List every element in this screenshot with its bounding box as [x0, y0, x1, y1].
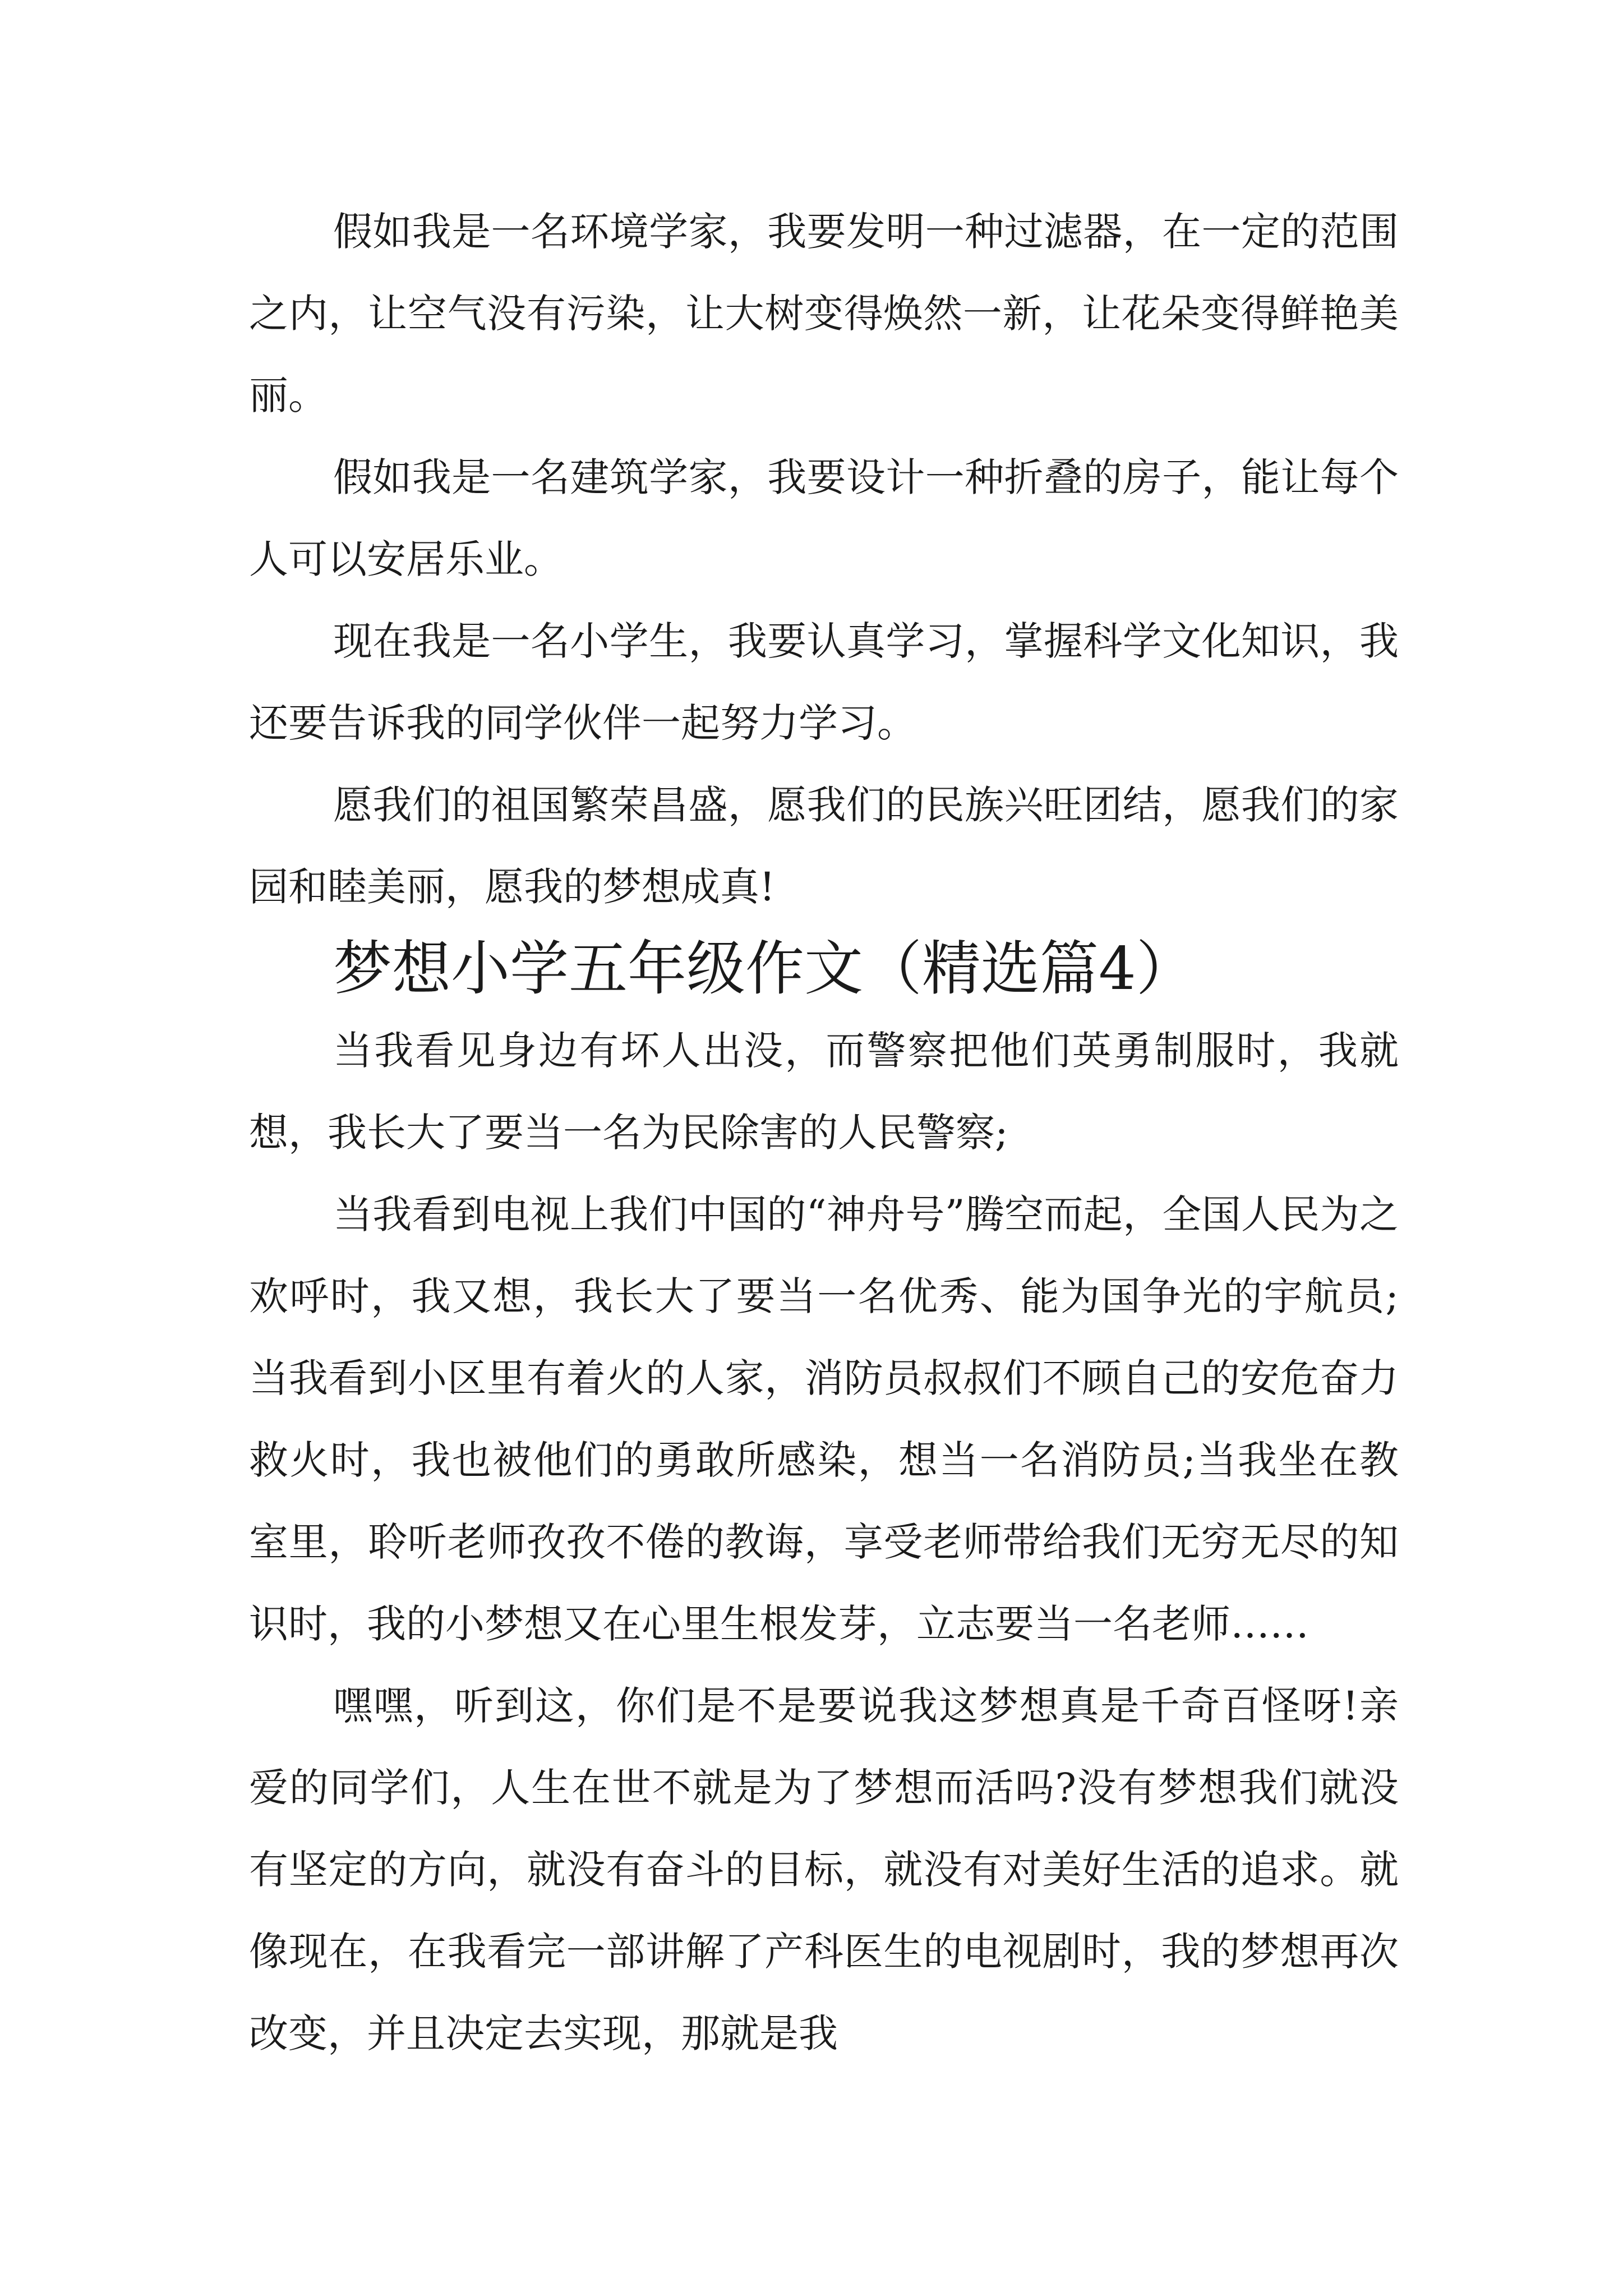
paragraph-police: 当我看见身边有坏人出没，而警察把他们英勇制服时，我就想，我长大了要当一名为民除害的人民警察;	[249, 1028, 1399, 1156]
document-body	[249, 191, 1399, 2074]
paragraph-architect: 假如我是一名建筑学家，我要设计一种折叠的房子，能让每个人可以安居乐业。	[249, 454, 1399, 582]
paragraph-environment-scientist: 假如我是一名环境学家，我要发明一种过滤器，在一定的范围之内，让空气没有污染，让大树变得焕然一新，让花朵变得鲜艳美丽。	[249, 209, 1399, 418]
paragraph-wishes: 愿我们的祖国繁荣昌盛，愿我们的民族兴旺团结，愿我们的家园和睦美丽，愿我的梦想成真!	[249, 782, 1399, 910]
paragraph-student: 现在我是一名小学生，我要认真学习，掌握科学文化知识，我还要告诉我的同学伙伴一起努力学习。	[249, 618, 1399, 746]
section-heading: 梦想小学五年级作文（精选篇4）	[333, 935, 1195, 1003]
paragraph-dreams-list: 当我看到电视上我们中国的“神舟号”腾空而起，全国人民为之欢呼时，我又想，我长大了要当一名优秀、能为国争光的宇航员;当我看到小区里有着火的人家，消防员叔叔们不顾自己的安危奋力救火时，我也被他们的勇敢所感染，想当一名消防员;当我坐在教室里，聆听老师孜孜不倦的教诲，享受老师带给我们无穷无尽的知识时，我的小梦想又在心里生根发芽，立志要当一名老师……	[249, 1191, 1399, 1647]
paragraph-dream-reflection: 嘿嘿，听到这，你们是不是要说我这梦想真是千奇百怪呀!亲爱的同学们，人生在世不就是为了梦想而活吗?没有梦想我们就没有坚定的方向，就没有奋斗的目标，就没有对美好生活的追求。就像现在，在我看完一部讲解了产科医生的电视剧时，我的梦想再次改变，并且决定去实现，那就是我	[249, 1683, 1399, 2056]
